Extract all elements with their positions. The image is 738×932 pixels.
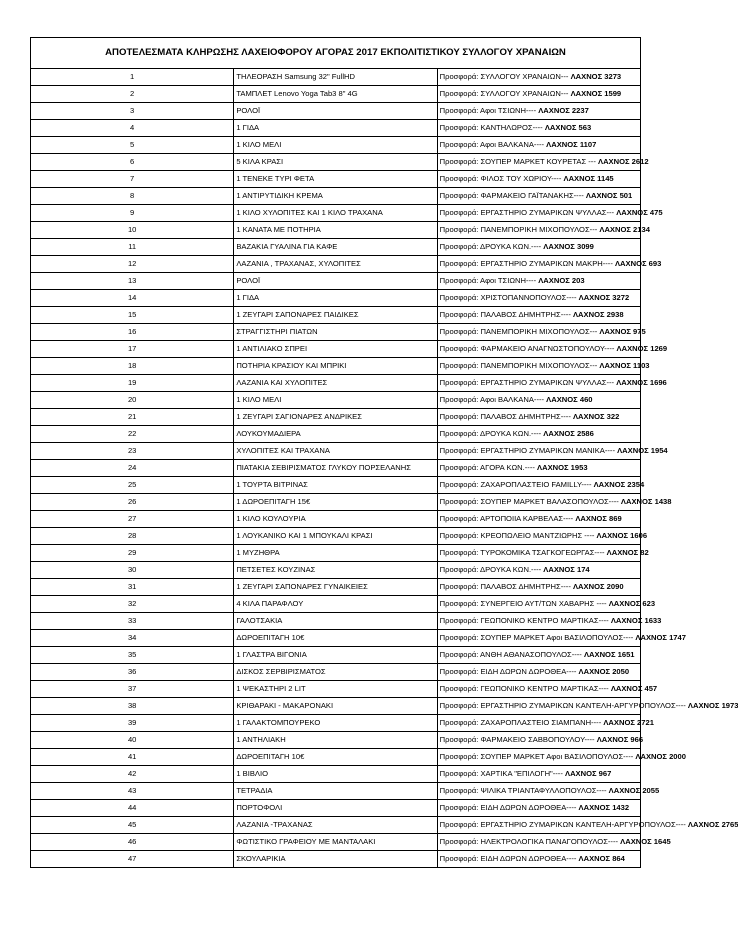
row-number: 7 (31, 171, 234, 188)
table-row (31, 256, 641, 273)
winning-ticket: ΛΑΧΝΟΣ 1432 (578, 803, 630, 812)
table-row (31, 86, 641, 103)
row-number: 31 (31, 579, 234, 596)
prize-item: 1 ΓΑΛΑΚΤΟΜΠΟΥΡΕΚΟ (234, 715, 437, 732)
prize-item: 1 ΜΥΖΗΘΡΑ (234, 545, 437, 562)
table-row (31, 613, 641, 630)
offer-sponsor: Προσφορά: ΠΑΝΕΜΠΟΡΙΚΗ ΜΙΧΟΠΟΥΛΟΣ--- (439, 361, 598, 370)
offer-sponsor: Προσφορά: ΚΑΝΤΗΛΩΡΟΣ---- (439, 123, 543, 132)
winning-ticket: ΛΑΧΝΟΣ 457 (610, 684, 658, 693)
winning-ticket: ΛΑΧΝΟΣ 1269 (616, 344, 668, 353)
offer-sponsor: Προσφορά: ΠΑΝΕΜΠΟΡΙΚΗ ΜΙΧΟΠΟΥΛΟΣ--- (439, 225, 598, 234)
prize-item: ΡΟΛΟΪ (234, 273, 437, 290)
prize-item: ΤΗΛΕΟΡΑΣΗ Samsung 32" FullHD (234, 69, 437, 86)
row-number: 12 (31, 256, 234, 273)
prize-item: 1 ΖΕΥΓΑΡΙ ΣΑΠΟΝΑΡΕΣ ΠΑΙΔΙΚΕΣ (234, 307, 437, 324)
offer-sponsor: Προσφορά: ΧΑΡΤΙΚΑ "ΕΠΙΛΟΓΗ"---- (439, 769, 563, 778)
winning-ticket: ΛΑΧΝΟΣ 322 (572, 412, 620, 421)
winning-ticket: ΛΑΧΝΟΣ 1953 (537, 463, 588, 472)
offer-sponsor: Προσφορά: ΕΙΔΗ ΔΩΡΩΝ ΔΩΡΟΘΕΑ---- (439, 854, 577, 863)
winning-ticket: ΛΑΧΝΟΣ 2612 (598, 157, 649, 166)
offer-sponsor: Προσφορά: ΕΙΔΗ ΔΩΡΩΝ ΔΩΡΟΘΕΑ---- (439, 803, 577, 812)
offer-cell (437, 749, 686, 766)
row-number: 19 (31, 375, 234, 392)
offer-sponsor: Προσφορά: ΕΡΓΑΣΤΗΡΙΟ ΖΥΜΑΡΙΚΩΝ ΨΥΛΛΑΣ--- (439, 208, 615, 217)
prize-item: ΧΥΛΟΠΙΤΕΣ ΚΑΙ ΤΡΑΧΑΝΑ (234, 443, 437, 460)
winning-ticket: ΛΑΧΝΟΣ 563 (544, 123, 592, 132)
prize-item: ΠΟΤΗΡΙΑ ΚΡΑΣΙΟΥ ΚΑΙ ΜΠΡΙΚΙ (234, 358, 437, 375)
winning-ticket: ΛΑΧΝΟΣ 864 (578, 854, 625, 863)
row-number: 33 (31, 613, 234, 630)
row-number: 8 (31, 188, 234, 205)
prize-item: ΒΑΖΑΚΙΑ ΓΥΑΛΙΝΑ ΓΙΑ ΚΑΦΕ (234, 239, 437, 256)
table-row (31, 732, 641, 749)
offer-cell (437, 460, 640, 477)
offer-sponsor: Προσφορά: ΕΡΓΑΣΤΗΡΙΟ ΖΥΜΑΡΙΚΩΝ ΨΥΛΛΑΣ--- (439, 378, 615, 387)
offer-cell (437, 766, 640, 783)
results-table (30, 37, 738, 868)
winning-ticket: ΛΑΧΝΟΣ 1747 (635, 633, 686, 642)
title-row (31, 38, 641, 69)
offer-cell (437, 307, 640, 324)
offer-sponsor: Προσφορά: ΕΡΓΑΣΤΗΡΙΟ ΖΥΜΑΡΙΚΩΝ ΜΑΚΡΗ---- (439, 259, 613, 268)
prize-item: 1 ΔΩΡΟΕΠΙΤΑΓΗ 15€ (234, 494, 437, 511)
winning-ticket: ΛΑΧΝΟΣ 1438 (620, 497, 672, 506)
offer-cell (437, 154, 649, 171)
row-number: 21 (31, 409, 234, 426)
offer-cell (437, 392, 640, 409)
offer-sponsor: Προσφορά: ΑΝΘΗ ΑΘΑΝΑΣΟΠΟΥΛΟΣ---- (439, 650, 582, 659)
prize-item: ΦΩΤΙΣΤΙΚΟ ΓΡΑΦΕΙΟΥ ΜΕ ΜΑΝΤΑΛΑΚΙ (234, 834, 437, 851)
row-number: 10 (31, 222, 234, 239)
row-number: 11 (31, 239, 234, 256)
table-row (31, 341, 641, 358)
table-row (31, 562, 641, 579)
table-row (31, 460, 641, 477)
row-number: 27 (31, 511, 234, 528)
table-row (31, 103, 641, 120)
row-number: 17 (31, 341, 234, 358)
row-number: 28 (31, 528, 234, 545)
offer-cell (437, 834, 671, 851)
winning-ticket: ΛΑΧΝΟΣ 460 (546, 395, 593, 404)
prize-item: ΠΟΡΤΟΦΟΛΙ (234, 800, 437, 817)
winning-ticket: ΛΑΧΝΟΣ 203 (538, 276, 585, 285)
offer-cell (437, 851, 640, 868)
offer-sponsor: Προσφορά: ΣΟΥΠΕΡ ΜΑΡΚΕΤ ΒΑΛΑΣΟΠΟΥΛΟΣ---- (439, 497, 619, 506)
table-row (31, 324, 641, 341)
row-number: 20 (31, 392, 234, 409)
offer-sponsor: Προσφορά: ΔΡΟΥΚΑ ΚΩΝ.---- (439, 429, 542, 438)
table-row (31, 596, 641, 613)
prize-item: 1 ΚΙΛΟ ΚΟΥΛΟΥΡΙΑ (234, 511, 437, 528)
offer-cell (437, 494, 672, 511)
offer-cell (437, 188, 640, 205)
offer-sponsor: Προσφορά: ΔΡΟΥΚΑ ΚΩΝ.---- (439, 565, 542, 574)
offer-sponsor: Προσφορά: ΠΑΛΑΒΟΣ ΔΗΜΗΤΡΗΣ---- (439, 310, 571, 319)
winning-ticket: ΛΑΧΝΟΣ 1103 (599, 361, 650, 370)
offer-cell (437, 324, 646, 341)
offer-sponsor: Προσφορά: Αφοι ΤΣΙΩΝΗ---- (439, 106, 537, 115)
row-number: 24 (31, 460, 234, 477)
offer-cell (437, 630, 686, 647)
row-number: 39 (31, 715, 234, 732)
prize-item: 1 ΚΙΛΟ ΧΥΛΟΠΙΤΕΣ ΚΑΙ 1 ΚΙΛΟ ΤΡΑΧΑΝΑ (234, 205, 437, 222)
winning-ticket: ΛΑΧΝΟΣ 966 (596, 735, 644, 744)
winning-ticket: ΛΑΧΝΟΣ 869 (575, 514, 622, 523)
prize-item: ΡΟΛΟΪ (234, 103, 437, 120)
row-number: 41 (31, 749, 234, 766)
winning-ticket: ΛΑΧΝΟΣ 82 (606, 548, 649, 557)
row-number: 35 (31, 647, 234, 664)
offer-sponsor: Προσφορά: ΕΡΓΑΣΤΗΡΙΟ ΖΥΜΑΡΙΚΩΝ ΜΑΝΙΚΑ---- (439, 446, 615, 455)
row-number: 13 (31, 273, 234, 290)
offer-sponsor: Προσφορά: ΤΥΡΟΚΟΜΙΚΑ ΤΣΑΓΚΟΓΕΩΡΓΑΣ---- (439, 548, 605, 557)
table-row (31, 290, 641, 307)
offer-sponsor: Προσφορά: ΦΑΡΜΑΚΕΙΟ ΣΑΒΒΟΠΟΥΛΟΥ---- (439, 735, 595, 744)
offer-cell (437, 409, 640, 426)
table-row (31, 511, 641, 528)
prize-item: 1 ΓΙΔΑ (234, 290, 437, 307)
prize-item: ΛΑΖΑΝΙΑ -ΤΡΑΧΑΝΑΣ (234, 817, 437, 834)
winning-ticket: ΛΑΧΝΟΣ 1606 (596, 531, 648, 540)
row-number: 4 (31, 120, 234, 137)
row-number: 45 (31, 817, 234, 834)
winning-ticket: ΛΑΧΝΟΣ 475 (616, 208, 663, 217)
offer-sponsor: Προσφορά: ΨΙΛΙΚΑ ΤΡΙΑΝΤΑΦΥΛΛΟΠΟΥΛΟΣ---- (439, 786, 607, 795)
offer-cell (437, 290, 640, 307)
offer-sponsor: Προσφορά: ΧΡΙΣΤΟΠΑΝΝΟΠΟΥΛΟΣ---- (439, 293, 577, 302)
table-row (31, 698, 641, 715)
winning-ticket: ΛΑΧΝΟΣ 967 (565, 769, 612, 778)
winning-ticket: ΛΑΧΝΟΣ 1107 (546, 140, 597, 149)
table-row (31, 749, 641, 766)
offer-cell (437, 613, 662, 630)
offer-sponsor: Προσφορά: ΖΑΧΑΡΟΠΛΑΣΤΕΙΟ ΣΙΑΜΠΑΝΗ---- (439, 718, 602, 727)
row-number: 3 (31, 103, 234, 120)
table-row (31, 630, 641, 647)
winning-ticket: ΛΑΧΝΟΣ 1651 (583, 650, 635, 659)
table-row (31, 681, 641, 698)
table-row (31, 851, 641, 868)
offer-cell (437, 596, 656, 613)
offer-sponsor: Προσφορά: ΓΕΩΠΟΝΙΚΟ ΚΕΝΤΡΟ ΜΑΡΤΙΚΑΣ---- (439, 684, 609, 693)
offer-sponsor: Προσφορά: ΚΡΕΟΠΩΛΕΙΟ ΜΑΝΤΖΙΩΡΗΣ ---- (439, 531, 595, 540)
prize-item: 1 ΚΙΛΟ ΜΕΛΙ (234, 137, 437, 154)
table-row (31, 188, 641, 205)
row-number: 1 (31, 69, 234, 86)
table-row (31, 800, 641, 817)
offer-cell (437, 681, 658, 698)
winning-ticket: ΛΑΧΝΟΣ 174 (543, 565, 590, 574)
table-row (31, 528, 641, 545)
winning-ticket: ΛΑΧΝΟΣ 693 (614, 259, 662, 268)
prize-item: 1 ΒΙΒΛΙΟ (234, 766, 437, 783)
winning-ticket: ΛΑΧΝΟΣ 2354 (593, 480, 645, 489)
offer-sponsor: Προσφορά: ΠΑΝΕΜΠΟΡΙΚΗ ΜΙΧΟΠΟΥΛΟΣ--- (439, 327, 598, 336)
offer-cell (437, 103, 640, 120)
table-row (31, 222, 641, 239)
row-number: 34 (31, 630, 234, 647)
offer-sponsor: Προσφορά: ΕΙΔΗ ΔΩΡΩΝ ΔΩΡΟΘΕΑ---- (439, 667, 577, 676)
prize-item: 1 ΓΙΔΑ (234, 120, 437, 137)
prize-item: 1 ΤΕΝΕΚΕ ΤΥΡΙ ΦΕΤΑ (234, 171, 437, 188)
offer-sponsor: Προσφορά: Αφοι ΤΣΙΩΝΗ---- (439, 276, 537, 285)
offer-cell (437, 426, 640, 443)
row-number: 47 (31, 851, 234, 868)
row-number: 16 (31, 324, 234, 341)
offer-cell (437, 562, 640, 579)
row-number: 44 (31, 800, 234, 817)
prize-item: ΣΤΡΑΓΓΙΣΤΗΡΙ ΠΙΑΤΩΝ (234, 324, 437, 341)
winning-ticket: ΛΑΧΝΟΣ 2050 (578, 667, 630, 676)
table-row (31, 409, 641, 426)
winning-ticket: ΛΑΧΝΟΣ 623 (608, 599, 656, 608)
offer-sponsor: Προσφορά: ΑΓΟΡΑ ΚΩΝ.---- (439, 463, 535, 472)
table-row (31, 69, 641, 86)
offer-sponsor: Προσφορά: ΣΥΛΛΟΓΟΥ ΧΡΑΝΑΙΩΝ--- (439, 89, 569, 98)
prize-item: ΚΡΙΘΑΡΑΚΙ - ΜΑΚΑΡΟΝΑΚΙ (234, 698, 437, 715)
offer-cell (437, 171, 640, 188)
row-number: 22 (31, 426, 234, 443)
row-number: 32 (31, 596, 234, 613)
offer-sponsor: Προσφορά: ΦΑΡΜΑΚΕΙΟ ΓΑΪΤΑΝΑΚΗΣ---- (439, 191, 584, 200)
table-row (31, 358, 641, 375)
offer-sponsor: Προσφορά: ΠΑΛΑΒΟΣ ΔΗΜΗΤΡΗΣ---- (439, 412, 571, 421)
offer-cell (437, 239, 640, 256)
winning-ticket: ΛΑΧΝΟΣ 975 (599, 327, 646, 336)
results-sheet (30, 37, 738, 868)
row-number: 29 (31, 545, 234, 562)
table-row (31, 664, 641, 681)
offer-sponsor: Προσφορά: Αφοι ΒΑΛΚΑΝΑ---- (439, 395, 545, 404)
offer-sponsor: Προσφορά: ΕΡΓΑΣΤΗΡΙΟ ΖΥΜΑΡΙΚΩΝ ΚΑΝΤΕΛΗ-ΑΡΓΥΡΟΠΟΥΛΟΣ---- (439, 820, 686, 829)
table-row (31, 647, 641, 664)
row-number: 9 (31, 205, 234, 222)
offer-cell (437, 358, 650, 375)
row-number: 40 (31, 732, 234, 749)
prize-item: 5 ΚΙΛΑ ΚΡΑΣΙ (234, 154, 437, 171)
winning-ticket: ΛΑΧΝΟΣ 2765 (687, 820, 738, 829)
winning-ticket: ΛΑΧΝΟΣ 3273 (570, 72, 622, 81)
offer-sponsor: Προσφορά: ΣΟΥΠΕΡ ΜΑΡΚΕΤ ΚΟΥΡΕΤΑΣ --- (439, 157, 596, 166)
offer-cell (437, 732, 644, 749)
table-row (31, 307, 641, 324)
row-number: 14 (31, 290, 234, 307)
prize-item: 1 ΑΝΤΙΛΙΑΚΟ ΣΠΡΕΙ (234, 341, 437, 358)
prize-item: 1 ΓΛΑΣΤΡΑ ΒΙΓΟΝΙΑ (234, 647, 437, 664)
winning-ticket: ΛΑΧΝΟΣ 2134 (599, 225, 650, 234)
offer-cell (437, 664, 640, 681)
table-row (31, 426, 641, 443)
offer-sponsor: Προσφορά: ΦΑΡΜΑΚΕΙΟ ΑΝΑΓΝΩΣΤΟΠΟΥΛΟΥ---- (439, 344, 615, 353)
offer-cell (437, 545, 649, 562)
prize-item: ΔΩΡΟΕΠΙΤΑΓΗ 10€ (234, 630, 437, 647)
row-number: 5 (31, 137, 234, 154)
prize-item: 1 ΤΟΥΡΤΑ ΒΙΤΡΙΝΑΣ (234, 477, 437, 494)
offer-sponsor: Προσφορά: ΑΡΤΟΠΟΙΙΑ ΚΑΡΒΕΛΑΣ---- (439, 514, 574, 523)
offer-cell (437, 698, 738, 715)
prize-item: 1 ΚΑΝΑΤΑ ΜΕ ΠΟΤΗΡΙΑ (234, 222, 437, 239)
prize-item: ΠΙΑΤΑΚΙΑ ΣΕΒΙΡΙΣΜΑΤΟΣ ΓΛΥΚΟΥ ΠΟΡΣΕΛΑΝΗΣ (234, 460, 437, 477)
offer-cell (437, 528, 648, 545)
table-row (31, 120, 641, 137)
table-row (31, 715, 641, 732)
prize-item: 1 ΑΝΤΗΛΙΑΚΗ (234, 732, 437, 749)
table-row (31, 817, 641, 834)
table-row (31, 137, 641, 154)
table-row (31, 766, 641, 783)
offer-cell (437, 477, 645, 494)
offer-sponsor: Προσφορά: ΔΡΟΥΚΑ ΚΩΝ.---- (439, 242, 542, 251)
winning-ticket: ΛΑΧΝΟΣ 2090 (572, 582, 624, 591)
row-number: 37 (31, 681, 234, 698)
offer-cell (437, 715, 654, 732)
winning-ticket: ΛΑΧΝΟΣ 2721 (603, 718, 654, 727)
offer-sponsor: Προσφορά: ΣΟΥΠΕΡ ΜΑΡΚΕΤ Αφοι ΒΑΣΙΛΟΠΟΥΛΟΣ---- (439, 633, 634, 642)
offer-cell (437, 205, 663, 222)
row-number: 42 (31, 766, 234, 783)
prize-item: 1 ΖΕΥΓΑΡΙ ΣΑΓΙΟΝΑΡΕΣ ΑΝΔΡΙΚΕΣ (234, 409, 437, 426)
offer-cell (437, 256, 662, 273)
prize-item: 1 ΖΕΥΓΑΡΙ ΣΑΠΟΝΑΡΕΣ ΓΥΝΑΙΚΕΙΕΣ (234, 579, 437, 596)
prize-item: ΛΑΖΑΝΙΑ ΚΑΙ ΧΥΛΟΠΙΤΕΣ (234, 375, 437, 392)
offer-sponsor: Προσφορά: ΣΟΥΠΕΡ ΜΑΡΚΕΤ Αφοι ΒΑΣΙΛΟΠΟΥΛΟΣ---- (439, 752, 634, 761)
offer-sponsor: Προσφορά: Αφοι ΒΑΛΚΑΝΑ---- (439, 140, 545, 149)
prize-item: 1 ΑΝΤΙΡΥΤΙΔΙΚΗ ΚΡΕΜΑ (234, 188, 437, 205)
offer-sponsor: Προσφορά: ΓΕΩΠΟΝΙΚΟ ΚΕΝΤΡΟ ΜΑΡΤΙΚΑΣ---- (439, 616, 609, 625)
winning-ticket: ΛΑΧΝΟΣ 2938 (572, 310, 624, 319)
row-number: 18 (31, 358, 234, 375)
prize-item: ΠΕΤΣΕΤΕΣ ΚΟΥΖΙΝΑΣ (234, 562, 437, 579)
offer-cell (437, 137, 640, 154)
offer-sponsor: Προσφορά: ΣΥΝΕΡΓΕΙΟ ΑΥΤ/ΤΩΝ ΧΑΒΑΡΗΣ ---- (439, 599, 607, 608)
offer-sponsor: Προσφορά: ΕΡΓΑΣΤΗΡΙΟ ΖΥΜΑΡΙΚΩΝ ΚΑΝΤΕΛΗ-ΑΡΓΥΡΟΠΟΥΛΟΣ---- (439, 701, 686, 710)
offer-cell (437, 120, 640, 137)
prize-item: ΤΑΜΠΛΕΤ Lenovo Yoga Tab3 8" 4G (234, 86, 437, 103)
offer-cell (437, 341, 668, 358)
offer-cell (437, 647, 640, 664)
document-title: ΑΠΟΤΕΛΕΣΜΑΤΑ ΚΛΗΡΩΣΗΣ ΛΑΧΕΙΟΦΟΡΟΥ ΑΓΟΡΑΣ 2017 ΕΚΠΟΛΙΤΙΣΤΙΚΟΥ ΣΥΛΛΟΓΟΥ ΧΡΑΝΑΙΩΝ (31, 38, 641, 69)
winning-ticket: ΛΑΧΝΟΣ 1696 (616, 378, 667, 387)
winning-ticket: ΛΑΧΝΟΣ 1599 (570, 89, 622, 98)
prize-item: ΔΙΣΚΟΣ ΣΕΡΒΙΡΙΣΜΑΤΟΣ (234, 664, 437, 681)
offer-cell (437, 375, 667, 392)
offer-sponsor: Προσφορά: ΠΑΛΑΒΟΣ ΔΗΜΗΤΡΗΣ---- (439, 582, 571, 591)
table-row (31, 783, 641, 800)
offer-cell (437, 443, 668, 460)
prize-item: ΤΕΤΡΑΔΙΑ (234, 783, 437, 800)
winning-ticket: ΛΑΧΝΟΣ 2237 (538, 106, 589, 115)
winning-ticket: ΛΑΧΝΟΣ 2586 (543, 429, 594, 438)
row-number: 2 (31, 86, 234, 103)
table-row (31, 477, 641, 494)
winning-ticket: ΛΑΧΝΟΣ 2000 (635, 752, 686, 761)
offer-sponsor: Προσφορά: ΖΑΧΑΡΟΠΛΑΣΤΕΙΟ FAMILLY---- (439, 480, 592, 489)
table-row (31, 154, 641, 171)
prize-item: ΛΟΥΚΟΥΜΑΔΙΕΡΑ (234, 426, 437, 443)
prize-item: 1 ΛΟΥΚΑΝΙΚΟ ΚΑΙ 1 ΜΠΟΥΚΑΛΙ ΚΡΑΣΙ (234, 528, 437, 545)
offer-sponsor: Προσφορά: ΦΙΛΟΣ ΤΟΥ ΧΩΡΙΟΥ---- (439, 174, 562, 183)
row-number: 23 (31, 443, 234, 460)
table-row (31, 273, 641, 290)
row-number: 43 (31, 783, 234, 800)
offer-cell (437, 273, 640, 290)
offer-sponsor: Προσφορά: ΣΥΛΛΟΓΟΥ ΧΡΑΝΑΙΩΝ--- (439, 72, 569, 81)
winning-ticket: ΛΑΧΝΟΣ 3272 (578, 293, 630, 302)
winning-ticket: ΛΑΧΝΟΣ 1973 (687, 701, 738, 710)
winning-ticket: ΛΑΧΝΟΣ 2055 (608, 786, 660, 795)
winning-ticket: ΛΑΧΝΟΣ 501 (585, 191, 633, 200)
table-row (31, 579, 641, 596)
table-row (31, 834, 641, 851)
row-number: 6 (31, 154, 234, 171)
offer-cell (437, 69, 640, 86)
row-number: 46 (31, 834, 234, 851)
winning-ticket: ΛΑΧΝΟΣ 1645 (620, 837, 671, 846)
winning-ticket: ΛΑΧΝΟΣ 1633 (610, 616, 662, 625)
row-number: 26 (31, 494, 234, 511)
table-row (31, 375, 641, 392)
prize-item: ΣΚΟΥΛΑΡΙΚΙΑ (234, 851, 437, 868)
row-number: 15 (31, 307, 234, 324)
winning-ticket: ΛΑΧΝΟΣ 3099 (543, 242, 594, 251)
prize-item: 4 ΚΙΛΑ ΠΑΡΑΦΛΟΥ (234, 596, 437, 613)
offer-cell (437, 511, 640, 528)
row-number: 25 (31, 477, 234, 494)
prize-item: ΔΩΡΟΕΠΙΤΑΓΗ 10€ (234, 749, 437, 766)
table-row (31, 239, 641, 256)
row-number: 36 (31, 664, 234, 681)
winning-ticket: ΛΑΧΝΟΣ 1145 (563, 174, 614, 183)
row-number: 38 (31, 698, 234, 715)
table-row (31, 494, 641, 511)
offer-cell (437, 783, 660, 800)
offer-sponsor: Προσφορά: ΗΛΕΚΤΡΟΛΟΓΙΚΑ ΠΑΝΑΓΟΠΟΥΛΟΣ---- (439, 837, 619, 846)
table-row (31, 171, 641, 188)
offer-cell (437, 86, 640, 103)
offer-cell (437, 817, 738, 834)
prize-item: 1 ΨΕΚΑΣΤΗΡΙ 2 LIT (234, 681, 437, 698)
table-row (31, 545, 641, 562)
table-row (31, 392, 641, 409)
winning-ticket: ΛΑΧΝΟΣ 1954 (617, 446, 668, 455)
row-number: 30 (31, 562, 234, 579)
offer-cell (437, 222, 650, 239)
offer-cell (437, 800, 640, 817)
offer-cell (437, 579, 640, 596)
prize-item: ΓΑΛΟΤΣΑΚΙΑ (234, 613, 437, 630)
prize-item: 1 ΚΙΛΟ ΜΕΛΙ (234, 392, 437, 409)
table-row (31, 443, 641, 460)
prize-item: ΛΑΖΑΝΙΑ , ΤΡΑΧΑΝΑΣ, ΧΥΛΟΠΙΤΕΣ (234, 256, 437, 273)
table-row (31, 205, 641, 222)
